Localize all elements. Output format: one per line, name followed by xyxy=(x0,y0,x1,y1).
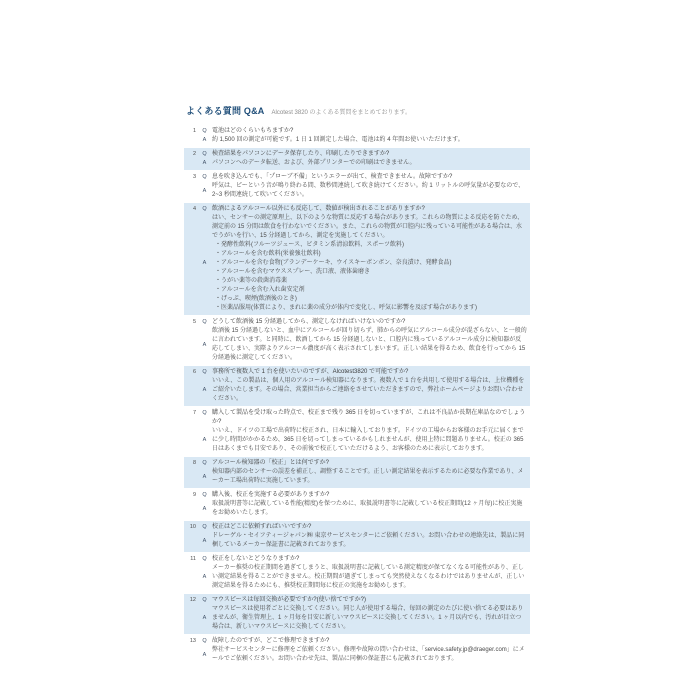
answer-body xyxy=(212,327,527,363)
answer-row xyxy=(184,214,527,313)
answer-bullet-item: ・アルコールを含む食物(ブランデーケーキ、ウイスキーボンボン、奈良漬け、発酵食品) xyxy=(215,260,452,266)
question-text: 検査結果をパソコンにデータ保存したり、印刷したりできますか? xyxy=(212,151,390,157)
qa-item xyxy=(184,125,530,147)
question-number: 7 xyxy=(192,410,196,416)
question-text: 故障したのですが、どこで修理できますか? xyxy=(212,638,330,644)
answer-row xyxy=(184,532,527,550)
answer-paragraph: 呼気は、ピーという音が鳴り終わる間、数秒間連続して吹き続けてください。約 1 リットルの呼気量が必要なので、2~3 秒間連続して吹いてください。 xyxy=(212,183,525,198)
answer-bullet-item: ・アルコールを含む飲料(栄養強壮飲料) xyxy=(215,251,321,257)
question-text: 事務所で複数人で 1 台を使いたいのですが、Alcotest3820 で可能ですか? xyxy=(212,369,409,375)
question-text: アルコール検知器の「校正」とは何ですか? xyxy=(212,460,329,466)
answer-row xyxy=(184,136,527,145)
question-number: 10 xyxy=(189,524,196,530)
question-row xyxy=(184,127,527,136)
answer-bullet-item: ・げっぷ、喫煙(飲酒後のとき) xyxy=(215,296,297,302)
answer-body xyxy=(212,532,527,550)
answer-label: A xyxy=(202,437,207,443)
answer-row xyxy=(184,327,527,363)
question-number: 13 xyxy=(189,638,196,644)
qa-item xyxy=(184,489,530,520)
answer-row xyxy=(184,564,527,591)
answer-body xyxy=(212,646,527,664)
question-text: 飲酒によるアルコール以外にも反応して、数値が検出されることがありますか? xyxy=(212,206,425,212)
answer-row xyxy=(184,159,527,168)
answer-paragraph: マウスピースは使用者ごとに交換してください。同じ人が使用する場合、毎回の測定のたびに使い捨てる必要はありませんが、衛生管理上、1 ヶ月毎を目安に新しいマウスピースに交換してください。1 ヶ月以内でも、汚れが目立つ場合は、新しいマウスピースに交換してください。 xyxy=(212,606,524,630)
answer-label: A xyxy=(202,341,207,348)
question-row xyxy=(184,459,527,468)
question-label: Q xyxy=(202,369,207,375)
question-row xyxy=(184,173,527,182)
answer-row xyxy=(184,605,527,632)
question-text: 電池はどのくらいもちますか? xyxy=(212,128,294,134)
question-text: 購入して製品を受け取った時点で、校正まで残り 365 日を切っていますが、これは不良品か長期在庫品なのでしょうか? xyxy=(212,410,526,425)
question-label: Q xyxy=(202,206,207,212)
faq-page xyxy=(184,104,530,667)
question-label: Q xyxy=(202,128,207,134)
answer-row xyxy=(184,468,527,486)
answer-paragraph: いいえ、ドイツの工場で出荷時に校正され、日本に輸入しております。ドイツの工場からお客様のお手元に届くまでに少し時間がかかるため、365 日を切ってしまっているかもしれませんが、使用上特に問題ありません。校正の 365 日はあくまでも目安であり、その前後で校正していただけるよう、お客様のために表示しております。 xyxy=(212,428,524,452)
question-number: 8 xyxy=(192,460,196,466)
question-label: Q xyxy=(202,174,207,180)
faq-header xyxy=(186,104,530,117)
answer-body xyxy=(212,564,527,591)
answer-paragraph: いいえ、この製品は、個人用のアルコール検知器になります。複数人で 1 台を共用して使用する場合は、上位機種をご紹介いたします。その場合、営業担当からご連絡をさせていただきますので、弊社ホームページよりお問い合わせください。 xyxy=(212,378,525,402)
question-label: Q xyxy=(202,460,207,466)
answer-label: A xyxy=(202,160,207,166)
answer-label: A xyxy=(202,505,207,512)
answer-row xyxy=(184,427,527,454)
question-label: Q xyxy=(202,151,207,157)
qa-item xyxy=(184,521,530,552)
question-row xyxy=(184,205,527,214)
answer-paragraph: 検知器内部のセンサーの誤差を補正し、調整することです。正しい測定結果を表示するために必要な作業であり、メーカー工場出荷時に実施しています。 xyxy=(212,469,524,484)
question-label: Q xyxy=(202,638,207,644)
answer-bullet-item: ・アルコールを含むマウススプレー、洗口液、液体歯磨き xyxy=(215,269,370,275)
answer-body xyxy=(212,605,527,632)
question-row xyxy=(184,318,527,327)
page-subtitle: Alcotest 3820 のよくある質問をまとめております。 xyxy=(271,110,412,116)
question-number: 3 xyxy=(192,174,196,180)
answer-paragraph: メーカー推奨の校正期間を過ぎてしまうと、取扱説明書に記載している測定精度が保てなくなる可能性があり、正しい測定結果を得ることができません。校正期間が過ぎてしまっても突然使えなくなるわけではありませんが、正しい測定結果を得るためにも、推奨校正期間毎に校正の実施をお勧めします。 xyxy=(212,565,525,589)
answer-row xyxy=(184,646,527,664)
answer-label: A xyxy=(202,574,207,580)
question-label: Q xyxy=(202,410,207,416)
question-number: 11 xyxy=(190,556,196,562)
qa-item xyxy=(184,366,530,406)
answer-row xyxy=(184,377,527,404)
qa-item xyxy=(184,635,530,666)
answer-paragraph: 約 1,500 回の測定が可能です。1 日 1 回測定した場合、電池は約 4 年間お使いいただけます。 xyxy=(212,137,464,143)
question-row xyxy=(184,555,527,564)
question-text: マウスピースは毎回交換が必要ですか?(使い捨てですか?) xyxy=(212,597,366,603)
answer-paragraph: ドレーゲル・セイフティージャパン㈱ 東京サービスセンターにご依頼ください。お問い合わせの連絡先は、製品に同梱しているメーカー保証書に記載されております。 xyxy=(212,533,525,548)
qa-item xyxy=(184,553,530,593)
question-row xyxy=(184,150,527,159)
qa-item xyxy=(184,407,530,456)
question-row xyxy=(184,637,527,646)
qa-item xyxy=(184,594,530,634)
question-text: 校正をしないとどうなりますか? xyxy=(212,556,300,562)
question-number: 6 xyxy=(192,369,196,375)
question-number: 1 xyxy=(192,128,196,134)
page-title: よくある質問 Q&A xyxy=(186,106,265,116)
answer-label: A xyxy=(202,615,207,621)
question-number: 12 xyxy=(189,597,196,603)
question-number: 5 xyxy=(192,319,196,325)
answer-paragraph: パソコンへのデータ転送、および、外部プリンターでの印刷はできません。 xyxy=(212,160,416,166)
answer-paragraph: 弊社サービスセンターに修理をご依頼ください。修理や故障の問い合わせは、「service.safety.jp@draeger.com」にメールでご依頼ください。お問い合わせ先は、製品に同梱の保証書にも記載されております。 xyxy=(212,647,525,662)
answer-bullet-item: ・アルコールを含む入れ歯安定剤 xyxy=(215,287,305,293)
answer-bullet-item: ・うがい薬等の殺菌消毒薬 xyxy=(215,278,288,284)
question-text: どうして飲酒後 15 分経過してから、測定しなければいけないのですか? xyxy=(212,319,406,325)
answer-body xyxy=(212,500,527,518)
answer-label: A xyxy=(202,473,207,480)
question-text: 校正はどこに依頼すればいいですか? xyxy=(212,524,312,530)
qa-list xyxy=(184,125,530,666)
answer-label: A xyxy=(202,387,207,393)
answer-body xyxy=(212,427,527,454)
answer-label: A xyxy=(202,260,207,266)
answer-paragraph: 取扱説明書等に記載している性能(精度)を保つために、取扱説明書等に記載している校正期間(12 ヶ月毎)に校正実施をお勧めいたします。 xyxy=(212,501,523,516)
answer-paragraph: はい、センサーの測定原理上、以下のような物質に反応する場合があります。これらの物質による反応を防ぐため、測定前の 15 分間は飲食を行わないでください。また、これらの物質が口腔内に残っている可能性がある場合は、水でうがいを行い、15 分経過してから、測定を実施してください。 xyxy=(212,215,524,239)
question-number: 4 xyxy=(192,206,196,212)
answer-bullet-item: ・発酵性飲料(フルーツジュース、ビタミン系清涼飲料、スポーツ飲料) xyxy=(215,242,405,248)
answer-label: A xyxy=(202,537,207,544)
question-text: 購入後、校正を実施する必要がありますか? xyxy=(212,492,330,498)
answer-body xyxy=(212,159,527,168)
qa-item xyxy=(184,171,530,202)
answer-row xyxy=(184,182,527,200)
question-label: Q xyxy=(202,556,207,562)
question-row xyxy=(184,368,527,377)
question-label: Q xyxy=(202,319,207,325)
answer-label: A xyxy=(202,651,207,658)
question-label: Q xyxy=(202,492,207,498)
qa-item xyxy=(184,457,530,488)
qa-item xyxy=(184,148,530,170)
answer-label: A xyxy=(202,137,207,143)
question-label: Q xyxy=(202,524,207,530)
question-row xyxy=(184,409,527,427)
answer-body xyxy=(212,377,527,404)
answer-label: A xyxy=(202,187,207,194)
question-number: 2 xyxy=(192,151,196,157)
question-row xyxy=(184,523,527,532)
question-label: Q xyxy=(202,597,207,603)
answer-body xyxy=(212,136,527,145)
answer-body xyxy=(212,182,527,200)
question-row xyxy=(184,596,527,605)
answer-body xyxy=(212,214,527,313)
question-number: 9 xyxy=(192,492,196,498)
qa-item xyxy=(184,316,530,365)
answer-paragraph: 飲酒後 15 分経過しないと、血中にアルコールが回り切らず、肺からの呼気にアルコール成分が混ざらない、と一般的に言われています。と同時に、飲酒してから 15 分経過しないと、口腔内に残っているアルコール成分に検知器が反応してしまい、実際よりアルコール濃度が高く表示されてしまいます。正しい結果を得るため、飲食を行ってから 15 分経過後に測定してください。 xyxy=(212,328,527,361)
question-row xyxy=(184,491,527,500)
qa-item xyxy=(184,203,530,315)
question-text: 息を吹き込んでも、「プローブ不備」というエラーが出て、検査できません。故障ですか? xyxy=(212,174,453,180)
answer-body xyxy=(212,468,527,486)
answer-bullet-item: ・医薬品服用(体質により、まれに薬の成分が体内で変化し、呼気に影響を及ぼす場合があります) xyxy=(215,305,477,311)
answer-row xyxy=(184,500,527,518)
